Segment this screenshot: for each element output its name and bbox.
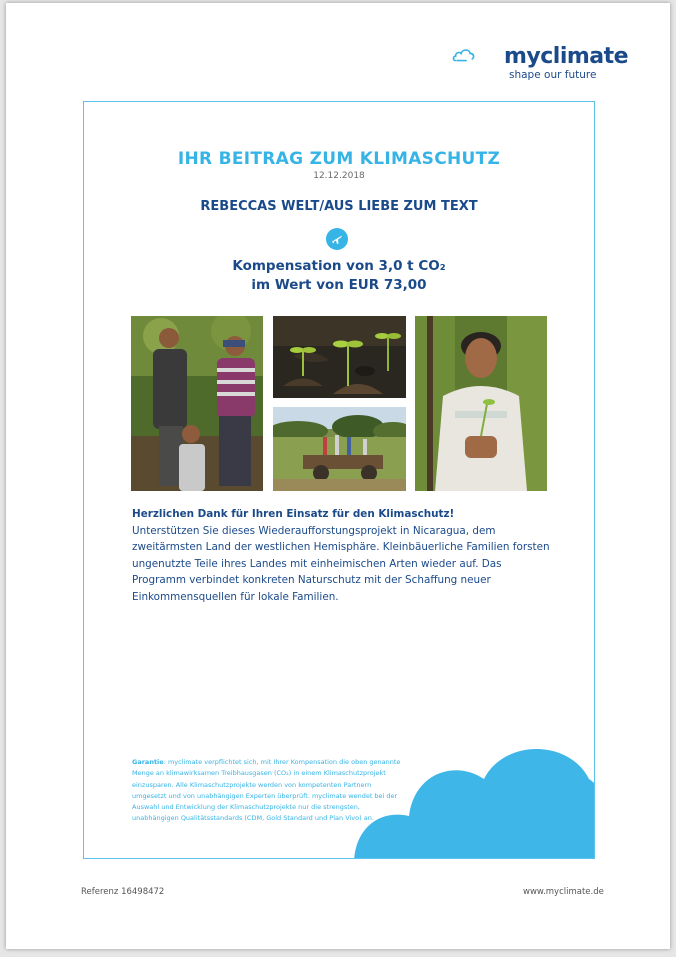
photo-seedlings	[273, 316, 406, 398]
logo-wordmark: myclimate	[504, 44, 629, 69]
photo-woman-with-seedling	[415, 316, 547, 491]
compensation-amount	[84, 257, 594, 295]
compensation-line-1: Kompensation von 3,0 t CO₂	[232, 258, 446, 274]
thank-you-heading: Herzlichen Dank für Ihren Einsatz für den Klimaschutz!	[132, 508, 455, 520]
certificate-page	[6, 3, 670, 949]
reference-number: Referenz 16498472	[81, 887, 165, 897]
body-text	[132, 506, 552, 606]
certificate-frame	[83, 101, 595, 859]
logo-tagline: shape our future	[509, 69, 597, 81]
compensation-line-2: im Wert von EUR 73,00	[251, 277, 427, 293]
project-description: Unterstützen Sie dieses Wiederaufforstungsprojekt in Nicaragua, dem zweitärmsten Land der westlichen Hemisphäre. Kleinbäuerliche Familien forsten ungenutzte Teile ihres Landes mit einheimischen Arten wieder auf. Das Programm verbindet konkreten Naturschutz mit der Schaffung neuer Einkommensquellen für lokale Familien.	[132, 524, 550, 603]
certificate-title: IHR BEITRAG ZUM KLIMASCHUTZ	[177, 149, 501, 169]
photo-farmer-family	[131, 316, 263, 491]
event-name: REBECCAS WELT/AUS LIEBE ZUM TEXT	[200, 199, 478, 214]
certificate-date: 12.12.2018	[313, 171, 365, 181]
guarantee-text	[132, 757, 402, 825]
guarantee-label: Garantie	[132, 758, 164, 766]
photo-field-cart	[273, 407, 406, 491]
airplane-icon	[326, 228, 348, 250]
website-link[interactable]: www.myclimate.de	[523, 887, 604, 897]
guarantee-body: : myclimate verpflichtet sich, mit Ihrer Kompensation die oben genannte Menge an klimawirksamen Treibhausgasen (CO₂) in einem Klimaschutzprojekt einzusparen. Alle Klimaschutzprojekte werden von kompetenten Partnern umgesetzt und von unabhängigen Experten überprüft. myclimate wendet bei der Auswahl und Entwicklung der Klimaschutzprojekte nur die strengsten, unabhängigen Qualitätsstandards (CDM, Gold Standard und Plan Vivo) an.	[132, 758, 401, 823]
